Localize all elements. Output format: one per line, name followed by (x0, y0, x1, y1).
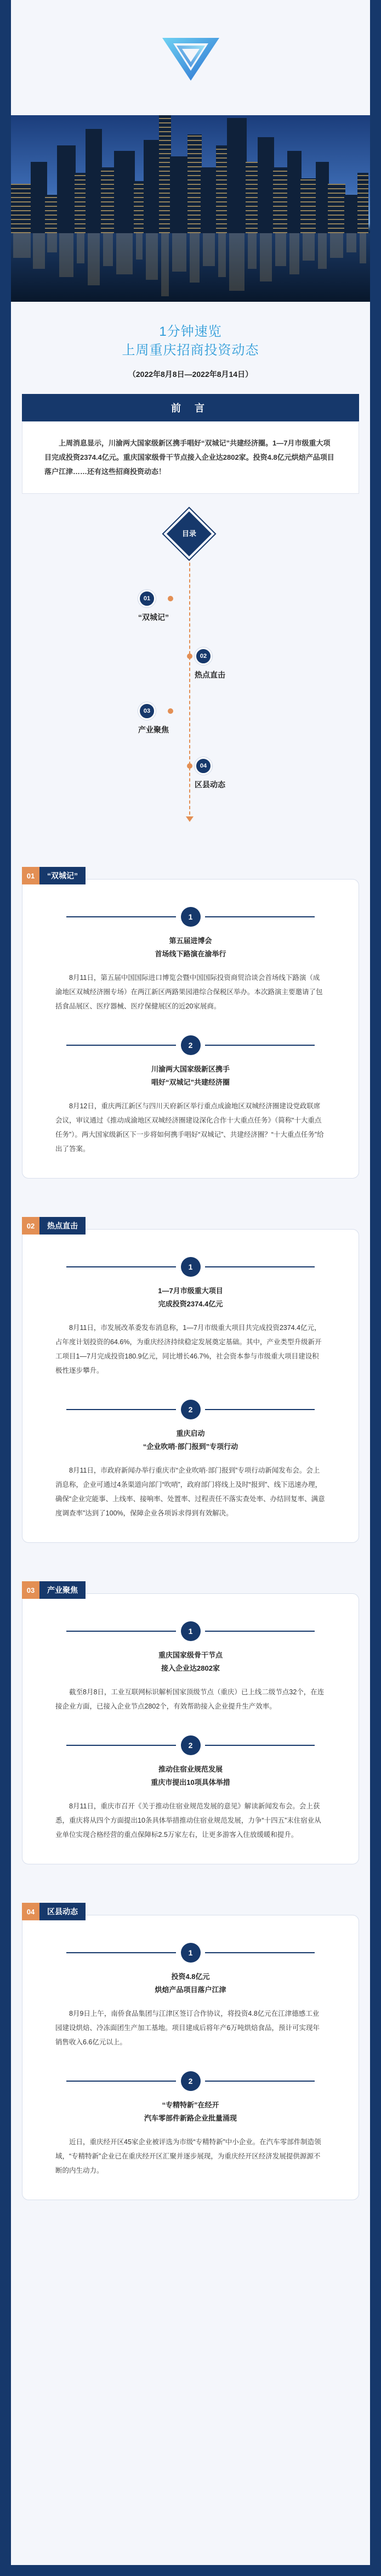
building-reflection (346, 233, 356, 252)
news-item-body: 8月11日，市政府新闻办举行重庆市“企业吹哨·部门报到”专项行动新闻发布会。会上消息称，企业可通过4条渠道向部门“吹哨”，政府部门将线上及时“报到”、线下迅速办理，确保“企业完能事、上线率、接响率、处置率、过程责任不落实查处率、办结回复率、满意度调查率”达到了100%，保障企业各项诉求得到有效解决。 (55, 1467, 325, 1517)
building-reflection (33, 233, 45, 269)
news-item-title-line: 首场线下路演在渝举行 (155, 950, 226, 958)
building-reflection (303, 233, 315, 261)
news-item (44, 1610, 337, 1713)
news-item-header (44, 1400, 337, 1419)
news-item-body: 截至8月8日，工业互联网标识解析国家顶级节点（重庆）已上线二级节点32个，在连接企业方面，已接入企业节点2802个，有效帮助接入企业提升生产效率。 (55, 1688, 325, 1710)
section-number: 02 (22, 1217, 39, 1235)
news-item-title-line: “企业吹哨·部门报到”专项行动 (143, 1442, 238, 1451)
news-item-title-line: 投资4.8亿元 (171, 1972, 210, 1981)
building-shape (11, 184, 33, 233)
news-item-body: 8月12日，重庆两江新区与四川天府新区举行重点成渝地区双城经济圈建设党政联席会议，审议通过《推动成渝地区双城经济圈建设深化合作十大重点任务》（简称“十大重点任务”）。两大国家级新区下一步将如何携手唱好“双城记”、共建经济圈？“十大重点任务”给出了答案。 (55, 1102, 324, 1153)
toc-item-2[interactable] (195, 647, 225, 680)
building-reflection (330, 233, 343, 258)
news-item-title-line: 唱好“双城记”共建经济圈 (151, 1078, 230, 1086)
section-04 (22, 1903, 359, 2200)
building-reflection (47, 233, 57, 252)
building-shape (287, 151, 302, 233)
section-title: 区县动态 (47, 1907, 78, 1916)
building-reflection (218, 233, 226, 277)
news-item-title (44, 1649, 337, 1675)
news-item-title-line: 重庆国家级骨干节点 (158, 1651, 223, 1659)
building-reflection (318, 233, 327, 269)
toc-item-number: 03 (138, 702, 156, 720)
news-item (44, 1013, 337, 1156)
toc-dot-icon (168, 708, 173, 714)
section-tab (22, 1581, 86, 1599)
building-shape (328, 184, 345, 233)
divider-line (205, 1631, 315, 1632)
divider-line (66, 2081, 176, 2082)
building-shape (300, 178, 317, 233)
building-reflection (248, 233, 257, 269)
building-reflection (260, 233, 272, 281)
building-reflection (59, 233, 73, 277)
news-item-title-line: 川渝两大国家级新区携手 (151, 1065, 230, 1073)
divider-line (205, 1045, 315, 1046)
news-item (44, 896, 337, 1013)
news-item-title (44, 1763, 337, 1789)
section-title: “双城记” (47, 871, 78, 880)
news-item-title (44, 1970, 337, 1997)
divider-line (66, 1045, 176, 1046)
divider-line (66, 1745, 176, 1746)
city-banner-image (11, 115, 370, 302)
title-line-1: 1分钟速览 (159, 324, 222, 339)
divider-line (205, 1266, 315, 1267)
building-shape (227, 118, 247, 233)
building-shape (57, 145, 76, 233)
news-item-header (44, 1735, 337, 1755)
building-shape (273, 167, 288, 233)
section-number: 03 (22, 1581, 39, 1599)
toc-dashed-line (189, 529, 190, 820)
news-item-body: 8月11日，第五届中国国际进口博览会暨中国国际投资商贸洽谈会首场线下路演（成渝地区双城经济圈专场）在两江新区两路果园港综合保税区举办。本次路演主要邀请了包括食品展区、医疗器械、医疗保健展区的近20家展商。 (55, 974, 323, 1010)
news-item-header (44, 1943, 337, 1963)
news-item (44, 2049, 337, 2178)
news-item-body: 近日，重庆经开区45家企业被评选为市级“专精特新”中小企业。在汽车零部件制造领域，“专精特新”企业已在重庆经开区汇聚并逐步展现，为重庆经开区经济发展提供源源不断的内生动力。 (55, 2138, 321, 2174)
divider-line (205, 916, 315, 917)
news-item-header (44, 907, 337, 927)
toc-item-number: 02 (195, 647, 212, 665)
toc-item-4[interactable] (195, 757, 225, 790)
toc-item-label: 产业聚焦 (138, 725, 169, 734)
building-reflection (172, 233, 186, 272)
news-item-header (44, 1035, 337, 1055)
section-03 (22, 1581, 359, 1864)
news-item (44, 1932, 337, 2049)
news-item-title (44, 1427, 337, 1453)
news-item (44, 1246, 337, 1378)
date-range: （2022年8月8日—2022年8月14日） (128, 370, 253, 379)
building-shape (216, 145, 228, 233)
news-item-title (44, 2099, 337, 2125)
building-shape (357, 173, 368, 233)
divider-line (205, 1409, 315, 1410)
building-reflection (203, 233, 215, 266)
toc-item-1[interactable] (138, 590, 169, 623)
section-title: 热点直击 (47, 1221, 78, 1230)
section-tab (22, 867, 86, 884)
section-card (22, 1915, 359, 2200)
toc-item-number: 01 (138, 590, 156, 607)
building-shape (187, 134, 202, 233)
news-item-header (44, 1621, 337, 1641)
building-reflection (116, 233, 133, 274)
building-reflection (229, 233, 244, 291)
news-item-body: 8月11日，重庆市召开《关于推动住宿业规范发展的意见》解读新闻发布会。会上获悉，重庆将从四个方面提出10条具体举措推动住宿业规范发展，力争“十四五”末住宿业从业单位实现合格经营的重点保障标2.5万家左右，让更多游客入住放缓暖和提升。 (55, 1802, 321, 1839)
building-shape (86, 129, 102, 233)
logo-area (11, 0, 370, 115)
news-item-title-line: 推动住宿业规范发展 (158, 1765, 223, 1773)
building-shape (159, 115, 171, 233)
toc-dot-icon (168, 596, 173, 601)
toc-item-number: 04 (195, 757, 212, 775)
news-item (44, 1713, 337, 1842)
section-tab (22, 1217, 86, 1235)
sections (11, 867, 370, 2200)
divider-line (66, 1409, 176, 1410)
divider-line (66, 916, 176, 917)
building-shape (170, 156, 189, 233)
section-02 (22, 1217, 359, 1543)
section-card (22, 1229, 359, 1543)
news-item-number: 1 (181, 1943, 201, 1963)
building-reflection (13, 233, 31, 258)
building-shape (114, 151, 135, 233)
building-shape (101, 167, 115, 233)
table-of-contents (11, 494, 370, 845)
building-reflection (360, 233, 366, 263)
section-title: 产业聚焦 (47, 1586, 78, 1594)
building-shape (344, 195, 359, 233)
preface-heading: 前 言 (22, 394, 359, 421)
divider-line (66, 1952, 176, 1953)
section-number: 04 (22, 1903, 39, 1920)
divider-line (205, 2081, 315, 2082)
news-item-number: 2 (181, 1400, 201, 1419)
news-item-title-line: 汽车零部件新路企业批量涌现 (144, 2114, 237, 2122)
news-item-body: 8月9日上午，南侨食品集团与江津区签订合作协议，将投资4.8亿元在江津德感工业园建设烘焙、冷冻面团生产加工基地。项目建成后将年产6万吨烘焙食品，预计可实现年销售收入6.6亿元以上。 (55, 2010, 320, 2046)
news-item-body: 8月11日，市发展改革委发布消息称，1—7月市级重大项目共完成投资2374.4亿元，占年度计划投资的64.6%，为重庆经济持续稳定发展奠定基础。其中，产业类型升级新开工项目1—7月完成投资180.9亿元，同比增长46.7%，社会资本参与市级重大项目建设积极性逐步攀升。 (55, 1324, 322, 1374)
building-reflection (190, 233, 200, 283)
toc-item-label: 热点直击 (195, 670, 225, 679)
news-item-number: 1 (181, 907, 201, 927)
toc-item-label: “双城记” (138, 613, 169, 622)
news-item-title (44, 934, 337, 961)
title-line-2: 上周重庆招商投资动态 (122, 343, 259, 358)
building-shape (75, 173, 87, 233)
news-item-header (44, 1257, 337, 1277)
toc-arrow-icon (186, 816, 194, 822)
title-block (11, 302, 370, 380)
news-item-number: 1 (181, 1257, 201, 1277)
news-item-number: 2 (181, 1035, 201, 1055)
brand-logo (158, 30, 224, 85)
news-item-title-line: 1—7月市级重大项目 (158, 1287, 223, 1295)
section-01 (22, 867, 359, 1179)
building-reflection (161, 233, 169, 296)
divider-line (66, 1631, 176, 1632)
news-item-number: 2 (181, 1735, 201, 1755)
section-number: 01 (22, 867, 39, 884)
building-reflection (136, 233, 143, 260)
building-shape (201, 167, 217, 233)
news-item-title-line: “专精特新”在经开 (162, 2101, 219, 2109)
news-item-number: 2 (181, 2071, 201, 2091)
section-card (22, 879, 359, 1179)
toc-label: 目录 (181, 529, 196, 538)
building-shape (144, 140, 160, 233)
divider-line (66, 1266, 176, 1267)
building-shape (316, 162, 329, 233)
building-reflection (289, 233, 299, 274)
news-item-title (44, 1063, 337, 1089)
news-item-number: 1 (181, 1621, 201, 1641)
preface-text: 上周消息显示，川渝两大国家级新区携手唱好“双城记”共建经济圈。1—7月市级重大项目完成投资2374.4亿元。重庆国家级骨干节点接入企业达2802家。投资4.8亿元烘焙产品项目落户江津……还有这些招商投资动态！ (22, 421, 359, 494)
news-item (44, 1378, 337, 1520)
news-item-title-line: 重庆启动 (176, 1429, 205, 1438)
news-item-title-line: 第五届进博会 (169, 937, 212, 945)
news-item-title-line: 完成投资2374.4亿元 (158, 1300, 223, 1308)
news-item-title (44, 1284, 337, 1311)
news-item-title-line: 烘焙产品项目落户江津 (155, 1986, 226, 1994)
building-reflection (77, 233, 84, 263)
toc-item-label: 区县动态 (195, 780, 225, 789)
building-reflection (88, 233, 100, 285)
building-shape (258, 137, 274, 233)
toc-item-3[interactable] (138, 702, 169, 735)
news-item-header (44, 2071, 337, 2091)
building-shape (246, 162, 259, 233)
building-reflection (146, 233, 158, 280)
building-reflection (103, 233, 113, 266)
content-frame (11, 0, 370, 2565)
building-shape (134, 181, 145, 233)
section-tab (22, 1903, 86, 1920)
toc-dot-icon (187, 653, 192, 659)
divider-line (205, 1952, 315, 1953)
news-item-title-line: 接入企业达2802家 (161, 1664, 220, 1672)
news-item-title-line: 重庆市提出10项具体举措 (151, 1778, 230, 1786)
divider-line (205, 1745, 315, 1746)
section-card (22, 1593, 359, 1864)
toc-dot-icon (187, 763, 192, 769)
building-reflection (275, 233, 286, 266)
